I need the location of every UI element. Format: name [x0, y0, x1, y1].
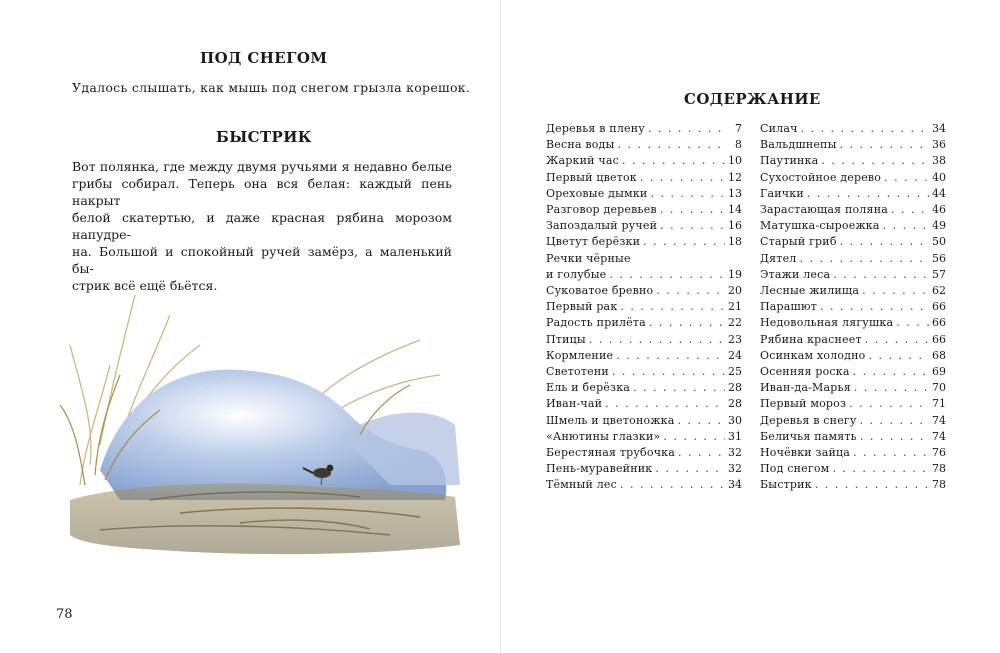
toc-item[interactable]	[760, 461, 946, 477]
toc-item[interactable]	[760, 348, 946, 364]
paragraph-line: грибы собирал. Теперь она вся белая: каждый пень накрыт	[72, 176, 452, 208]
toc-item-page: 18	[728, 235, 742, 249]
heading-bystrik: БЫСТРИК	[216, 128, 312, 146]
toc-item-page: 8	[735, 138, 742, 152]
toc-leader-dots	[832, 461, 929, 477]
toc-item-page: 70	[932, 381, 946, 395]
toc-item-page: 68	[932, 348, 946, 362]
toc-item-page: 28	[728, 397, 742, 411]
toc-item-page: 21	[728, 300, 742, 314]
toc-item-title: Беличья память	[760, 429, 857, 443]
toc-leader-dots	[801, 121, 929, 137]
heading-pod-snegom: ПОД СНЕГОМ	[200, 49, 328, 67]
toc-item-title: Под снегом	[760, 462, 830, 476]
toc-item[interactable]	[760, 283, 946, 299]
toc-item-title: Первый цветок	[546, 170, 637, 184]
toc-right-column	[760, 121, 946, 494]
toc-leader-dots	[655, 461, 725, 477]
toc-item-title: Первый рак	[546, 300, 618, 314]
toc-item[interactable]	[546, 283, 742, 299]
toc-item[interactable]	[546, 380, 742, 396]
toc-leader-dots	[815, 477, 929, 493]
toc-item[interactable]	[546, 461, 742, 477]
toc-item-title: Радость прилёта	[546, 316, 646, 330]
toc-leader-dots	[840, 234, 929, 250]
toc-item-page: 12	[728, 170, 742, 184]
toc-item-title: Гаички	[760, 186, 804, 200]
toc-item[interactable]	[760, 251, 946, 267]
toc-item-page: 34	[932, 122, 946, 135]
toc-item[interactable]	[760, 186, 946, 202]
toc-item-page: 56	[932, 251, 946, 265]
toc-item-page: 74	[932, 413, 946, 427]
toc-item-page: 7	[735, 122, 742, 135]
toc-item[interactable]	[760, 315, 946, 331]
toc-item-page: 66	[932, 316, 946, 330]
toc-item-page: 38	[932, 154, 946, 168]
toc-item[interactable]	[546, 299, 742, 315]
toc-leader-dots	[622, 153, 725, 169]
toc-item-page: 32	[728, 446, 742, 460]
toc-item-page: 19	[728, 267, 742, 281]
toc-item-title: Осенняя роска	[760, 365, 850, 379]
toc-item-title: Паутинка	[760, 154, 819, 168]
toc-item-page: 32	[728, 462, 742, 476]
toc-leader-dots	[860, 429, 929, 445]
toc-item-title: Кормление	[546, 348, 614, 362]
toc-item[interactable]	[760, 267, 946, 283]
toc-item-page: 25	[728, 365, 742, 379]
toc-item-title: Цветут берёзки	[546, 235, 641, 249]
toc-item-page: 71	[932, 397, 946, 411]
toc-item-title: Старый гриб	[760, 235, 837, 249]
toc-item[interactable]	[546, 315, 742, 331]
toc-item-page: 44	[932, 186, 946, 200]
toc-item[interactable]	[546, 218, 742, 234]
toc-item[interactable]	[546, 153, 742, 169]
toc-item-title: Запоздалый ручей	[546, 219, 658, 233]
toc-item-title: Матушка-сыроежка	[760, 219, 880, 233]
toc-item[interactable]	[760, 332, 946, 348]
toc-left-column	[546, 121, 742, 494]
toc-item-page: 13	[728, 186, 742, 200]
toc-item-title: Ель и берёзка	[546, 381, 631, 395]
toc-leader-dots	[620, 299, 725, 315]
paragraph-line: стрик всё ещё бьётся.	[72, 278, 218, 293]
toc-item-title: Светотени	[546, 365, 609, 379]
toc-item[interactable]	[546, 170, 742, 186]
paragraph-bystrik	[72, 158, 452, 294]
toc-item-page: 78	[932, 462, 946, 476]
toc-item-page: 23	[728, 332, 742, 346]
toc-item-title: Парашют	[760, 300, 818, 314]
paragraph-pod-snegom: Удалось слышать, как мышь под снегом грызла корешок.	[72, 80, 471, 95]
toc-item[interactable]	[760, 380, 946, 396]
toc-item-title: Осинкам холодно	[760, 348, 866, 362]
toc-item[interactable]	[760, 121, 946, 137]
toc-item-title: Пень-муравейник	[546, 462, 653, 476]
toc-leader-dots	[609, 267, 725, 283]
toc-item[interactable]	[546, 429, 742, 445]
toc-leader-dots	[643, 234, 725, 250]
toc-item-title: Этажи леса	[760, 267, 831, 281]
toc-item[interactable]	[760, 364, 946, 380]
toc-item-page: 40	[932, 170, 946, 184]
watercolor-illustration	[60, 285, 470, 585]
toc-item-title-cont: и голубые	[546, 267, 607, 281]
toc-item-title: Деревья в плену	[546, 122, 645, 135]
toc-item[interactable]	[760, 170, 946, 186]
toc-item-title: Вальдшнепы	[760, 138, 837, 152]
toc-item-title: Шмель и цветоножка	[546, 413, 675, 427]
toc-item[interactable]	[760, 396, 946, 412]
toc-item-title: Жаркий час	[546, 154, 619, 168]
toc-leader-dots	[649, 315, 725, 331]
toc-item[interactable]	[760, 299, 946, 315]
toc-item-title: Берестяная трубочка	[546, 446, 676, 460]
toc-item-page: 30	[728, 413, 742, 427]
toc-leader-dots	[853, 364, 929, 380]
toc-item[interactable]	[760, 429, 946, 445]
toc-leader-dots	[849, 396, 929, 412]
toc-leader-dots	[799, 251, 929, 267]
page-number: 78	[56, 607, 73, 622]
toc-leader-dots	[617, 137, 725, 153]
toc-item-page: 28	[728, 381, 742, 395]
toc-item[interactable]	[760, 234, 946, 250]
toc-item-title: «Анютины глазки»	[546, 429, 661, 443]
toc-leader-dots	[821, 153, 929, 169]
toc-item-page: 50	[932, 235, 946, 249]
toc-item-title: Ночёвки зайца	[760, 446, 851, 460]
toc-item[interactable]	[760, 445, 946, 461]
toc-item-page: 62	[932, 284, 946, 298]
toc-item-page: 20	[728, 284, 742, 298]
toc-item-page: 31	[728, 429, 742, 443]
toc-item[interactable]	[760, 202, 946, 218]
toc-item-page: 34	[728, 478, 742, 492]
toc-leader-dots	[605, 396, 725, 412]
toc-item-page: 22	[728, 316, 742, 330]
toc-item-page: 57	[932, 267, 946, 281]
toc-item[interactable]	[546, 186, 742, 202]
toc-item-title: Силач	[760, 122, 798, 135]
toc-item-title: Быстрик	[760, 478, 812, 492]
toc-item-title: Иван-да-Марья	[760, 381, 851, 395]
toc-item-title: Речки чёрные	[546, 251, 631, 265]
toc-leader-dots	[640, 170, 725, 186]
toc-leader-dots	[616, 348, 725, 364]
toc-leader-dots	[633, 380, 725, 396]
toc-leader-dots	[678, 445, 725, 461]
toc-leader-dots	[648, 121, 725, 137]
toc-leader-dots	[650, 186, 725, 202]
toc-item[interactable]	[546, 477, 742, 493]
toc-item-title: Рябина краснеет	[760, 332, 862, 346]
toc-item-title: Недовольная лягушка	[760, 316, 894, 330]
toc-item[interactable]	[760, 218, 946, 234]
toc-item-title: Иван-чай	[546, 397, 603, 411]
toc-leader-dots	[854, 380, 929, 396]
page-fold	[500, 0, 501, 653]
toc-item[interactable]	[546, 413, 742, 429]
toc-item[interactable]	[760, 137, 946, 153]
toc-item-page: 24	[728, 348, 742, 362]
toc-item-page: 16	[728, 219, 742, 233]
toc-item[interactable]	[546, 234, 742, 250]
toc-leader-dots	[891, 202, 929, 218]
toc-leader-dots	[656, 283, 725, 299]
toc-leader-dots	[853, 445, 929, 461]
toc-item[interactable]	[546, 332, 742, 348]
toc-leader-dots	[807, 186, 929, 202]
toc-item-title: Суковатое бревно	[546, 284, 654, 298]
toc-item[interactable]	[546, 202, 742, 218]
toc-leader-dots	[660, 202, 725, 218]
toc-item-title: Первый мороз	[760, 397, 847, 411]
toc-item[interactable]	[546, 121, 742, 137]
toc-leader-dots	[660, 218, 725, 234]
toc-leader-dots	[820, 299, 929, 315]
toc-item-title: Весна воды	[546, 138, 615, 152]
toc-item[interactable]	[760, 413, 946, 429]
toc-item-title: Деревья в снегу	[760, 413, 857, 427]
toc-item-title: Зарастающая поляна	[760, 203, 888, 217]
toc-leader-dots	[612, 364, 725, 380]
toc-item-page: 66	[932, 300, 946, 314]
toc-leader-dots	[678, 413, 725, 429]
heading-contents: СОДЕРЖАНИЕ	[684, 90, 821, 108]
toc-item[interactable]	[546, 396, 742, 412]
paragraph-line: на. Большой и спокойный ручей замёрз, а маленький бы-	[72, 244, 452, 276]
toc-item[interactable]	[546, 251, 742, 283]
toc-item-page: 14	[728, 203, 742, 217]
toc-item-title: Тёмный лес	[546, 478, 617, 492]
paragraph-line: белой скатертью, и даже красная рябина морозом напудре-	[72, 210, 452, 242]
toc-item[interactable]	[546, 137, 742, 153]
toc-item[interactable]	[546, 445, 742, 461]
toc-item-title: Птицы	[546, 332, 586, 346]
toc-leader-dots	[840, 137, 929, 153]
toc-leader-dots	[589, 332, 725, 348]
toc-item-page: 46	[932, 203, 946, 217]
toc-item-page: 69	[932, 365, 946, 379]
toc-item-page: 66	[932, 332, 946, 346]
toc-item-page: 78	[932, 478, 946, 492]
toc-leader-dots	[663, 429, 725, 445]
toc-leader-dots	[883, 218, 929, 234]
toc-leader-dots	[869, 348, 930, 364]
toc-item[interactable]	[760, 477, 946, 493]
toc-item[interactable]	[546, 364, 742, 380]
toc-item-title: Дятел	[760, 251, 797, 265]
toc-item[interactable]	[760, 153, 946, 169]
toc-leader-dots	[833, 267, 929, 283]
toc-leader-dots	[620, 477, 725, 493]
toc-item-title: Лесные жилища	[760, 284, 860, 298]
toc-leader-dots	[860, 413, 929, 429]
toc-item-page: 76	[932, 446, 946, 460]
toc-item[interactable]	[546, 348, 742, 364]
toc-item-page: 49	[932, 219, 946, 233]
paragraph-line: Вот полянка, где между двумя ручьями я недавно белые	[72, 159, 452, 174]
toc-item-title: Разговор деревьев	[546, 203, 657, 217]
toc-item-page: 36	[932, 138, 946, 152]
toc-leader-dots	[865, 332, 929, 348]
toc-item-title: Ореховые дымки	[546, 186, 648, 200]
toc-item-title: Сухостойное дерево	[760, 170, 882, 184]
toc-leader-dots	[862, 283, 929, 299]
toc-leader-dots	[884, 170, 929, 186]
toc-item-page: 10	[728, 154, 742, 168]
toc-leader-dots	[896, 315, 929, 331]
toc-item-page: 74	[932, 429, 946, 443]
